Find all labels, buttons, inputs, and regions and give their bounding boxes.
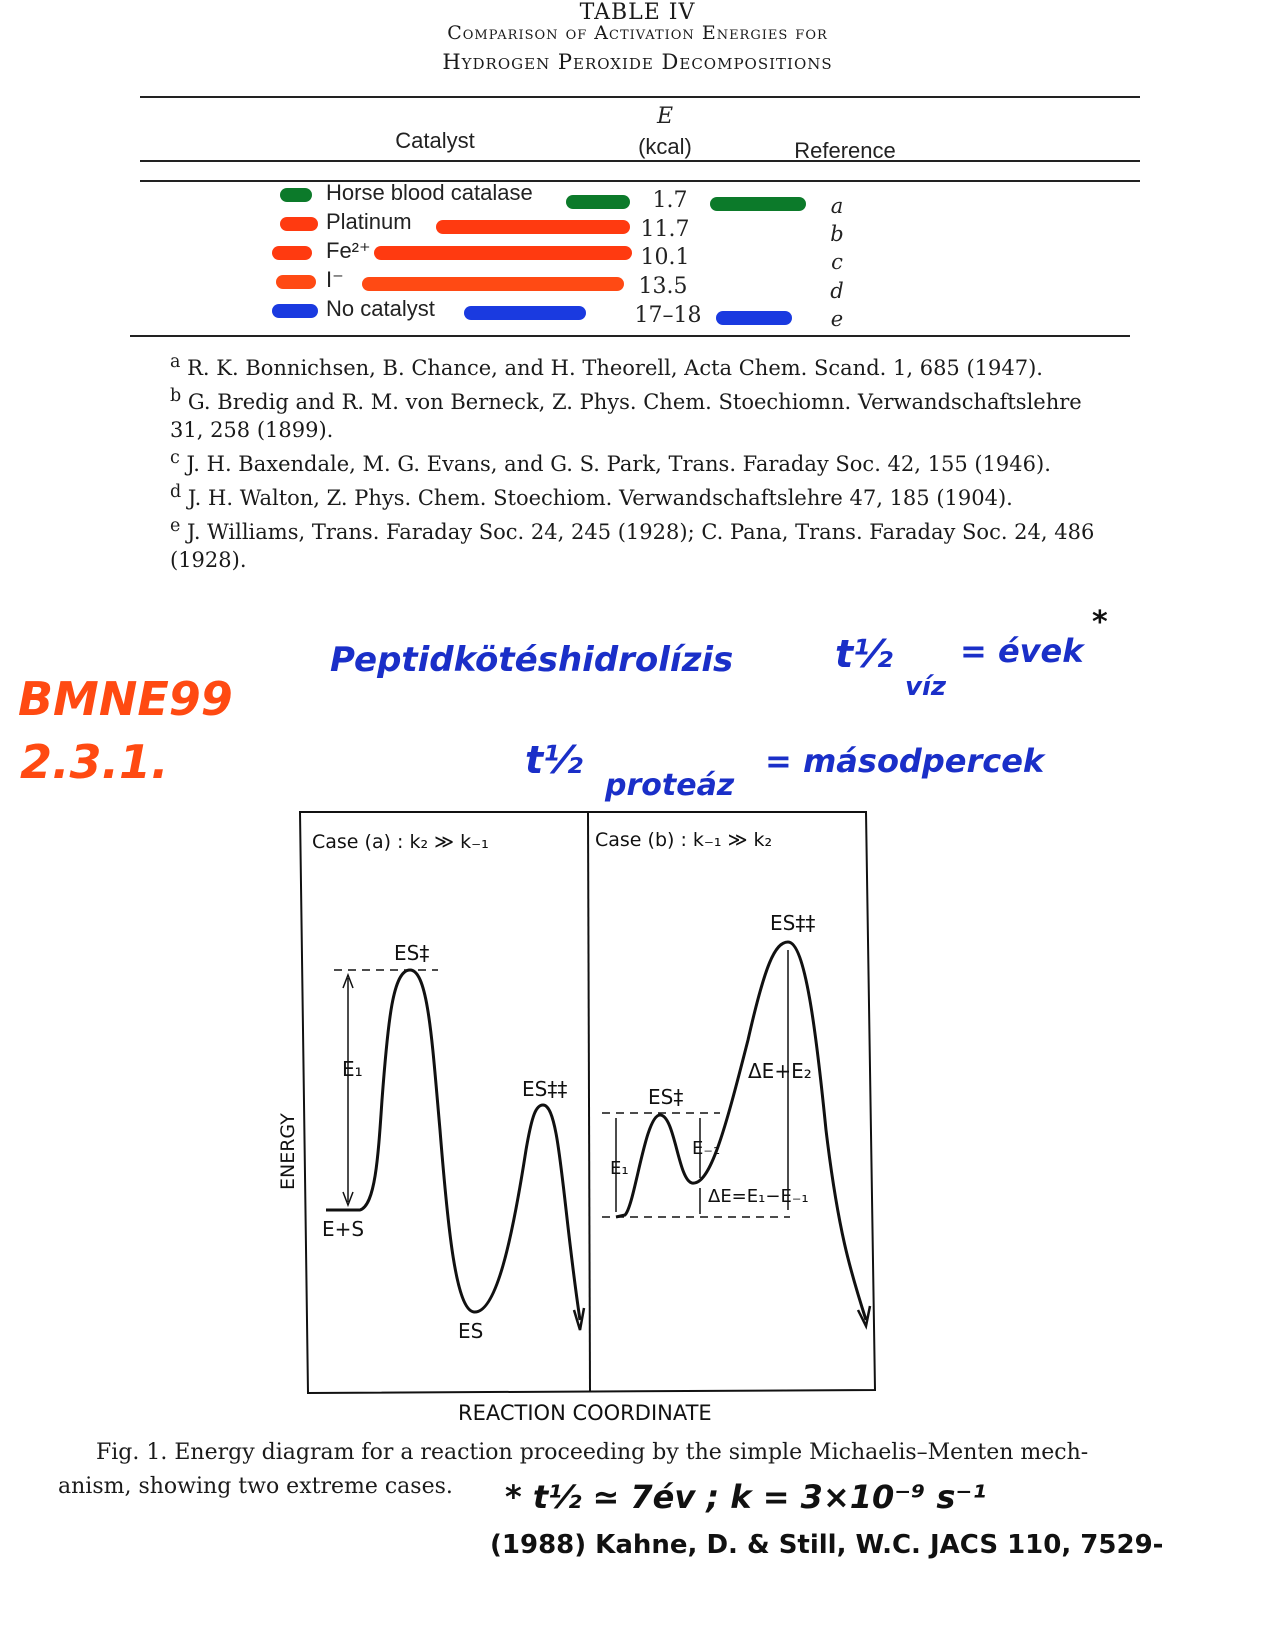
footnote-c: $^c$ J. H. Baxendale, M. G. Evans, and G. S. Park, Trans. Faraday Soc. 42, 155 (1946). — [170, 448, 1051, 476]
table-top-rule — [140, 96, 1140, 98]
annotation-section: 2.3.1. — [20, 735, 169, 789]
label-e-plus-s: E+S — [322, 1217, 365, 1241]
col-header-energy-unit: (kcal) — [638, 134, 692, 159]
highlight-stroke — [280, 217, 318, 231]
table-row-ref: d — [830, 279, 844, 303]
table-number: TABLE IV — [579, 0, 696, 25]
col-header-catalyst: Catalyst — [395, 128, 475, 153]
annotation-t-half-protease: t½ — [525, 738, 583, 782]
energy-diagram — [260, 800, 900, 1440]
label-e1-a: E₁ — [342, 1057, 363, 1081]
annotation-asterisk: * — [1092, 605, 1108, 640]
label-delta-e: ΔE=E₁−E₋₁ — [708, 1186, 809, 1207]
label-e1-b: E₁ — [610, 1158, 629, 1179]
table-row-energy: 10.1 — [640, 245, 690, 270]
panel-divider — [588, 812, 590, 1392]
table-subtitle-line2: Hydrogen Peroxide Decompositions — [442, 50, 833, 74]
col-header-reference: Reference — [794, 138, 896, 163]
table-row-catalyst: No catalyst — [326, 296, 435, 321]
table-subtitle-line1: Comparison of Activation Energies for — [447, 22, 828, 44]
table-row-catalyst: I⁻ — [326, 267, 344, 292]
footnote-a: $^a$ R. K. Bonnichsen, B. Chance, and H. Theorell, Acta Chem. Scand. 1, 685 (1947). — [170, 352, 1043, 380]
table-row-ref: a — [830, 194, 844, 218]
table-row-catalyst: Fe²⁺ — [326, 238, 371, 263]
annotation-water-subscript: víz — [905, 672, 946, 702]
table-header-rule-2 — [140, 180, 1140, 182]
footnotes — [170, 348, 1100, 574]
label-es-a: ES — [458, 1319, 484, 1343]
annotation-t-half-water: t½ — [835, 632, 893, 676]
highlight-stroke — [464, 306, 586, 320]
annotation-course-code: BMNE99 — [18, 672, 233, 726]
panel-a-title: Case (a) : k₂ ≫ k₋₁ — [312, 831, 489, 853]
table-row-ref: c — [831, 250, 843, 274]
highlight-stroke — [716, 311, 792, 325]
label-es-dagger-b: ES‡ — [648, 1085, 684, 1109]
panel-b-energy-curve — [616, 942, 866, 1320]
footnote-b: $^b$ G. Bredig and R. M. von Berneck, Z. Phys. Chem. Stoechiomn. Verwandschaftslehre 31, 258 (1899). — [170, 386, 1082, 442]
label-es-dagger-a: ES‡ — [394, 941, 430, 965]
annotation-reference: (1988) Kahne, D. & Still, W.C. JACS 110, 7529- — [490, 1530, 1164, 1560]
table-row-energy: 13.5 — [638, 274, 688, 299]
table-bottom-rule — [130, 335, 1130, 337]
footnote-d: $^d$ J. H. Walton, Z. Phys. Chem. Stoechiom. Verwandschaftslehre 47, 185 (1904). — [170, 482, 1013, 510]
highlight-stroke — [374, 246, 632, 260]
highlight-stroke — [362, 277, 624, 291]
label-e-minus1: E₋₁ — [692, 1138, 721, 1159]
label-es-ddagger-a: ES‡‡ — [522, 1077, 568, 1101]
highlight-stroke — [280, 188, 312, 202]
highlight-stroke — [272, 304, 318, 318]
figure-caption-line1: Fig. 1. Energy diagram for a reaction proceeding by the simple Michaelis–Menten mech- — [96, 1440, 1089, 1465]
x-axis-label: REACTION COORDINATE — [458, 1401, 712, 1425]
label-de-e2: ΔE+E₂ — [748, 1059, 812, 1083]
panel-a-energy-curve — [326, 970, 580, 1320]
highlight-stroke — [276, 275, 316, 289]
y-axis-label: ENERGY — [277, 1113, 299, 1190]
table-header-rule — [140, 160, 1140, 162]
highlight-stroke — [566, 195, 630, 209]
highlight-stroke — [272, 246, 312, 260]
table-row-catalyst: Platinum — [326, 209, 412, 234]
footnote-e: $^e$ J. Williams, Trans. Faraday Soc. 24, 245 (1928); C. Pana, Trans. Faraday Soc. 24, 486 (1928). — [170, 516, 1095, 572]
annotation-protease-subscript: proteáz — [605, 768, 735, 803]
highlight-stroke — [436, 220, 630, 234]
annotation-half-life-value: * t½ ≃ 7év ; k = 3×10⁻⁹ s⁻¹ — [505, 1478, 987, 1516]
annotation-peptide-hydrolysis: Peptidkötéshidrolízis — [330, 640, 734, 680]
col-header-energy-symbol: E — [656, 104, 674, 129]
annotation-years: = évek — [960, 632, 1084, 670]
table-row-energy: 17–18 — [634, 303, 702, 328]
table-row-energy: 11.7 — [640, 217, 690, 242]
table-row-energy: 1.7 — [652, 188, 688, 213]
table-row-catalyst: Horse blood catalase — [326, 180, 533, 205]
table-row-ref: e — [830, 307, 844, 331]
figure-caption-line2: anism, showing two extreme cases. — [58, 1474, 453, 1499]
table-row-ref: b — [830, 222, 844, 246]
highlight-stroke — [710, 197, 806, 211]
annotation-seconds: = másodpercek — [765, 742, 1045, 780]
label-es-ddagger-b: ES‡‡ — [770, 911, 816, 935]
panel-b-title: Case (b) : k₋₁ ≫ k₂ — [595, 829, 773, 851]
